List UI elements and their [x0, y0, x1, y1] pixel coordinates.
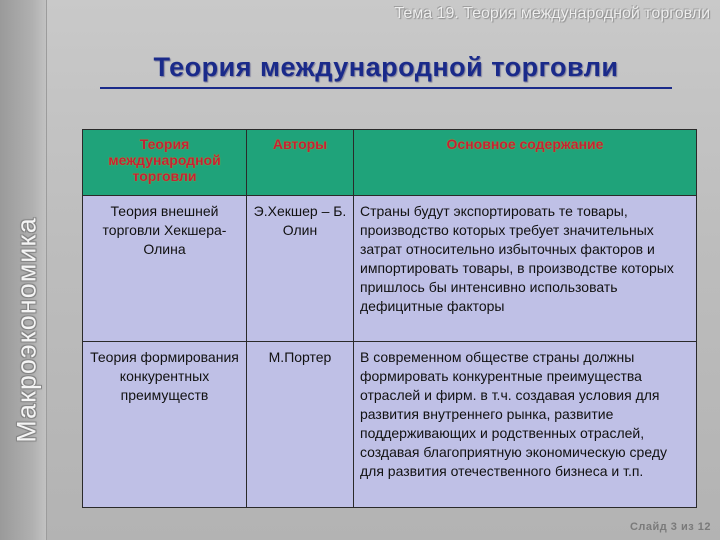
header-authors: Авторы [247, 130, 354, 196]
topic-header: Тема 19. Теория международной торговли [394, 5, 710, 22]
vertical-subject-label: Макроэкономика [11, 217, 42, 443]
cell-authors: М.Портер [247, 342, 354, 508]
cell-content: В современном обществе страны должны формировать конкурентные преимущества отраслей и фирм. в т.ч. создавая условия для развития внутреннего рынка, развитие поддерживающих и родственных отраслей, создавая благоприятную экономическую среду для развития отечественного бизнеса и т.п. [354, 342, 697, 508]
page-title: Теория международной торговли [153, 52, 619, 82]
table-row [83, 342, 697, 508]
cell-theory: Теория внешней торговли Хекшера-Олина [83, 196, 247, 342]
table-row [83, 196, 697, 342]
cell-authors: Э.Хекшер – Б. Олин [247, 196, 354, 342]
title-underline [100, 87, 672, 89]
table-header-row [83, 130, 697, 196]
theory-table [82, 129, 697, 508]
header-theory: Теория международной торговли [83, 130, 247, 196]
cell-content: Страны будут экспортировать те товары, производство которых требует значительных затрат относительно избыточных факторов и импортировать товары, в производстве которых пришлось бы интенсивно использовать дефицитные факторы [354, 196, 697, 342]
theory-table-container [82, 129, 696, 496]
header-content: Основное содержание [354, 130, 697, 196]
cell-theory: Теория формирования конкурентных преимуществ [83, 342, 247, 508]
slide-counter: Слайд 3 из 12 [629, 521, 711, 533]
